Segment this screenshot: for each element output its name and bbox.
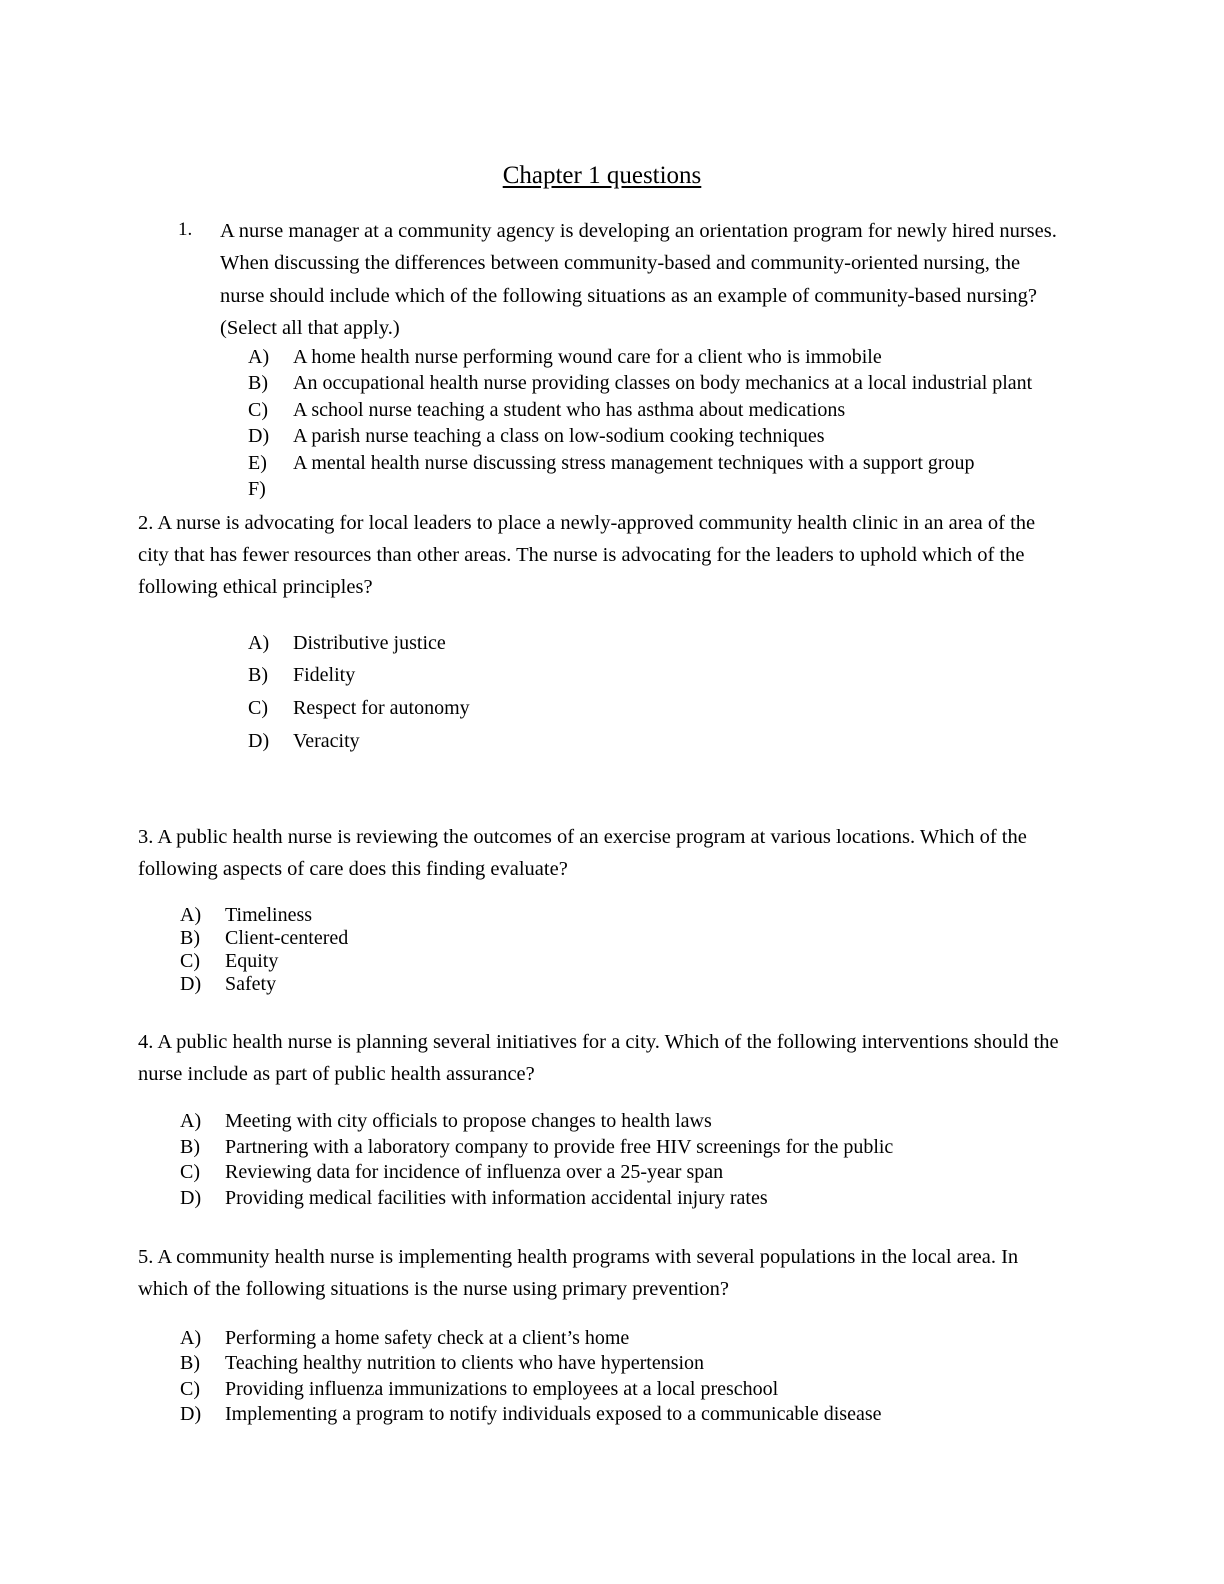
spacer [138,1306,1066,1326]
option-text: Fidelity [293,664,356,687]
question-1 [138,215,1066,344]
question-3-options [180,904,1066,995]
option-text: Safety [225,972,277,995]
option-letter: A) [180,904,202,927]
option-letter: C) [248,398,268,421]
document-body [138,160,1066,1428]
option-text: A parish nurse teaching a class on low-sodium cooking techniques [293,425,825,448]
option-letter: B) [180,926,200,949]
option-text: Timeliness [225,904,313,927]
option-item[interactable] [248,397,1066,423]
option-letter: B) [248,664,268,687]
option-item[interactable] [180,1377,1066,1403]
option-text: Client-centered [225,926,349,949]
option-text: Providing medical facilities with information accidental injury rates [225,1187,768,1210]
option-text: A mental health nurse discussing stress management techniques with a support group [293,451,975,474]
question-5-options [180,1326,1066,1428]
option-letter: B) [180,1135,200,1158]
option-item[interactable] [180,1186,1066,1212]
option-text: Distributive justice [293,631,446,654]
question-1-stem: A nurse manager at a community agency is developing an orientation program for newly hired nurses. When discussing the differences between community-based and community-oriented nursing, the nurse should include which of the following situations as an example of community-based nursing? (Select all that apply.) [220,220,1057,339]
option-item[interactable] [248,423,1066,449]
option-item[interactable] [180,1109,1066,1135]
option-letter: F) [248,477,266,500]
option-letter: B) [180,1352,200,1375]
option-letter: A) [248,345,270,368]
option-item[interactable] [180,973,1066,996]
question-4-stem: 4. A public health nurse is planning several initiatives for a city. Which of the following interventions should the nurse include as part of public health assurance? [138,1031,1059,1086]
option-letter: A) [248,631,270,654]
question-5-stem: 5. A community health nurse is implementing health programs with several populations in the local area. In which of the following situations is the nurse using primary prevention? [138,1245,1019,1300]
question-3-stem: 3. A public health nurse is reviewing the outcomes of an exercise program at various locations. Which of the following aspects of care does this finding evaluate? [138,826,1027,881]
option-item[interactable] [248,450,1066,476]
option-text: Respect for autonomy [293,696,470,719]
option-text: Partnering with a laboratory company to provide free HIV screenings for the public [225,1135,894,1158]
option-letter: A) [180,1110,202,1133]
option-item[interactable] [248,344,1066,370]
option-text: Reviewing data for incidence of influenza over a 25-year span [225,1161,724,1184]
option-letter: C) [180,1161,200,1184]
spacer [138,1212,1066,1242]
spacer [138,1091,1066,1109]
question-1-options [248,344,1066,500]
option-item[interactable] [180,904,1066,927]
option-item[interactable] [248,728,1066,755]
option-item[interactable] [248,695,1066,722]
option-item[interactable] [248,662,1066,689]
option-text: A home health nurse performing wound care for a client who is immobile [293,345,882,368]
option-letter: B) [248,372,268,395]
option-letter: D) [180,1403,202,1426]
spacer [138,995,1066,1027]
option-item[interactable] [248,370,1066,396]
spacer [138,886,1066,904]
option-item[interactable] [180,1160,1066,1186]
option-item[interactable] [248,630,1066,657]
option-item[interactable] [180,1326,1066,1352]
option-item[interactable] [180,1135,1066,1161]
spacer [138,760,1066,822]
spacer [138,604,1066,630]
option-letter: D) [180,1187,202,1210]
page-title-text: Chapter 1 questions [502,162,702,189]
option-letter: C) [180,949,200,972]
question-2-options [248,630,1066,754]
option-text: Teaching healthy nutrition to clients who have hypertension [225,1352,705,1375]
option-item[interactable] [180,950,1066,973]
option-letter: D) [180,972,202,995]
option-letter: D) [248,729,270,752]
option-text: Performing a home safety check at a client’s home [225,1326,630,1349]
option-item[interactable] [180,1402,1066,1428]
option-text: Implementing a program to notify individuals exposed to a communicable disease [225,1403,882,1426]
option-text: Providing influenza immunizations to employees at a local preschool [225,1377,779,1400]
question-4-options [180,1109,1066,1211]
option-item[interactable] [180,927,1066,950]
option-letter: C) [180,1377,200,1400]
question-1-number: 1. [178,219,193,241]
option-text: A school nurse teaching a student who has asthma about medications [293,398,846,421]
option-letter: E) [248,451,267,474]
option-text: Veracity [293,729,360,752]
option-text: An occupational health nurse providing classes on body mechanics at a local industrial plant [293,372,1033,395]
option-letter: A) [180,1326,202,1349]
option-letter: D) [248,425,270,448]
option-text: Equity [225,949,279,972]
option-item[interactable] [180,1351,1066,1377]
page-title [138,160,1066,191]
option-text: Meeting with city officials to propose changes to health laws [225,1110,712,1133]
question-2-stem: 2. A nurse is advocating for local leaders to place a newly-approved community health clinic in an area of the city that has fewer resources than other areas. The nurse is advocating for the leaders to uphold which of the following ethical principles? [138,511,1036,598]
option-letter: C) [248,696,268,719]
